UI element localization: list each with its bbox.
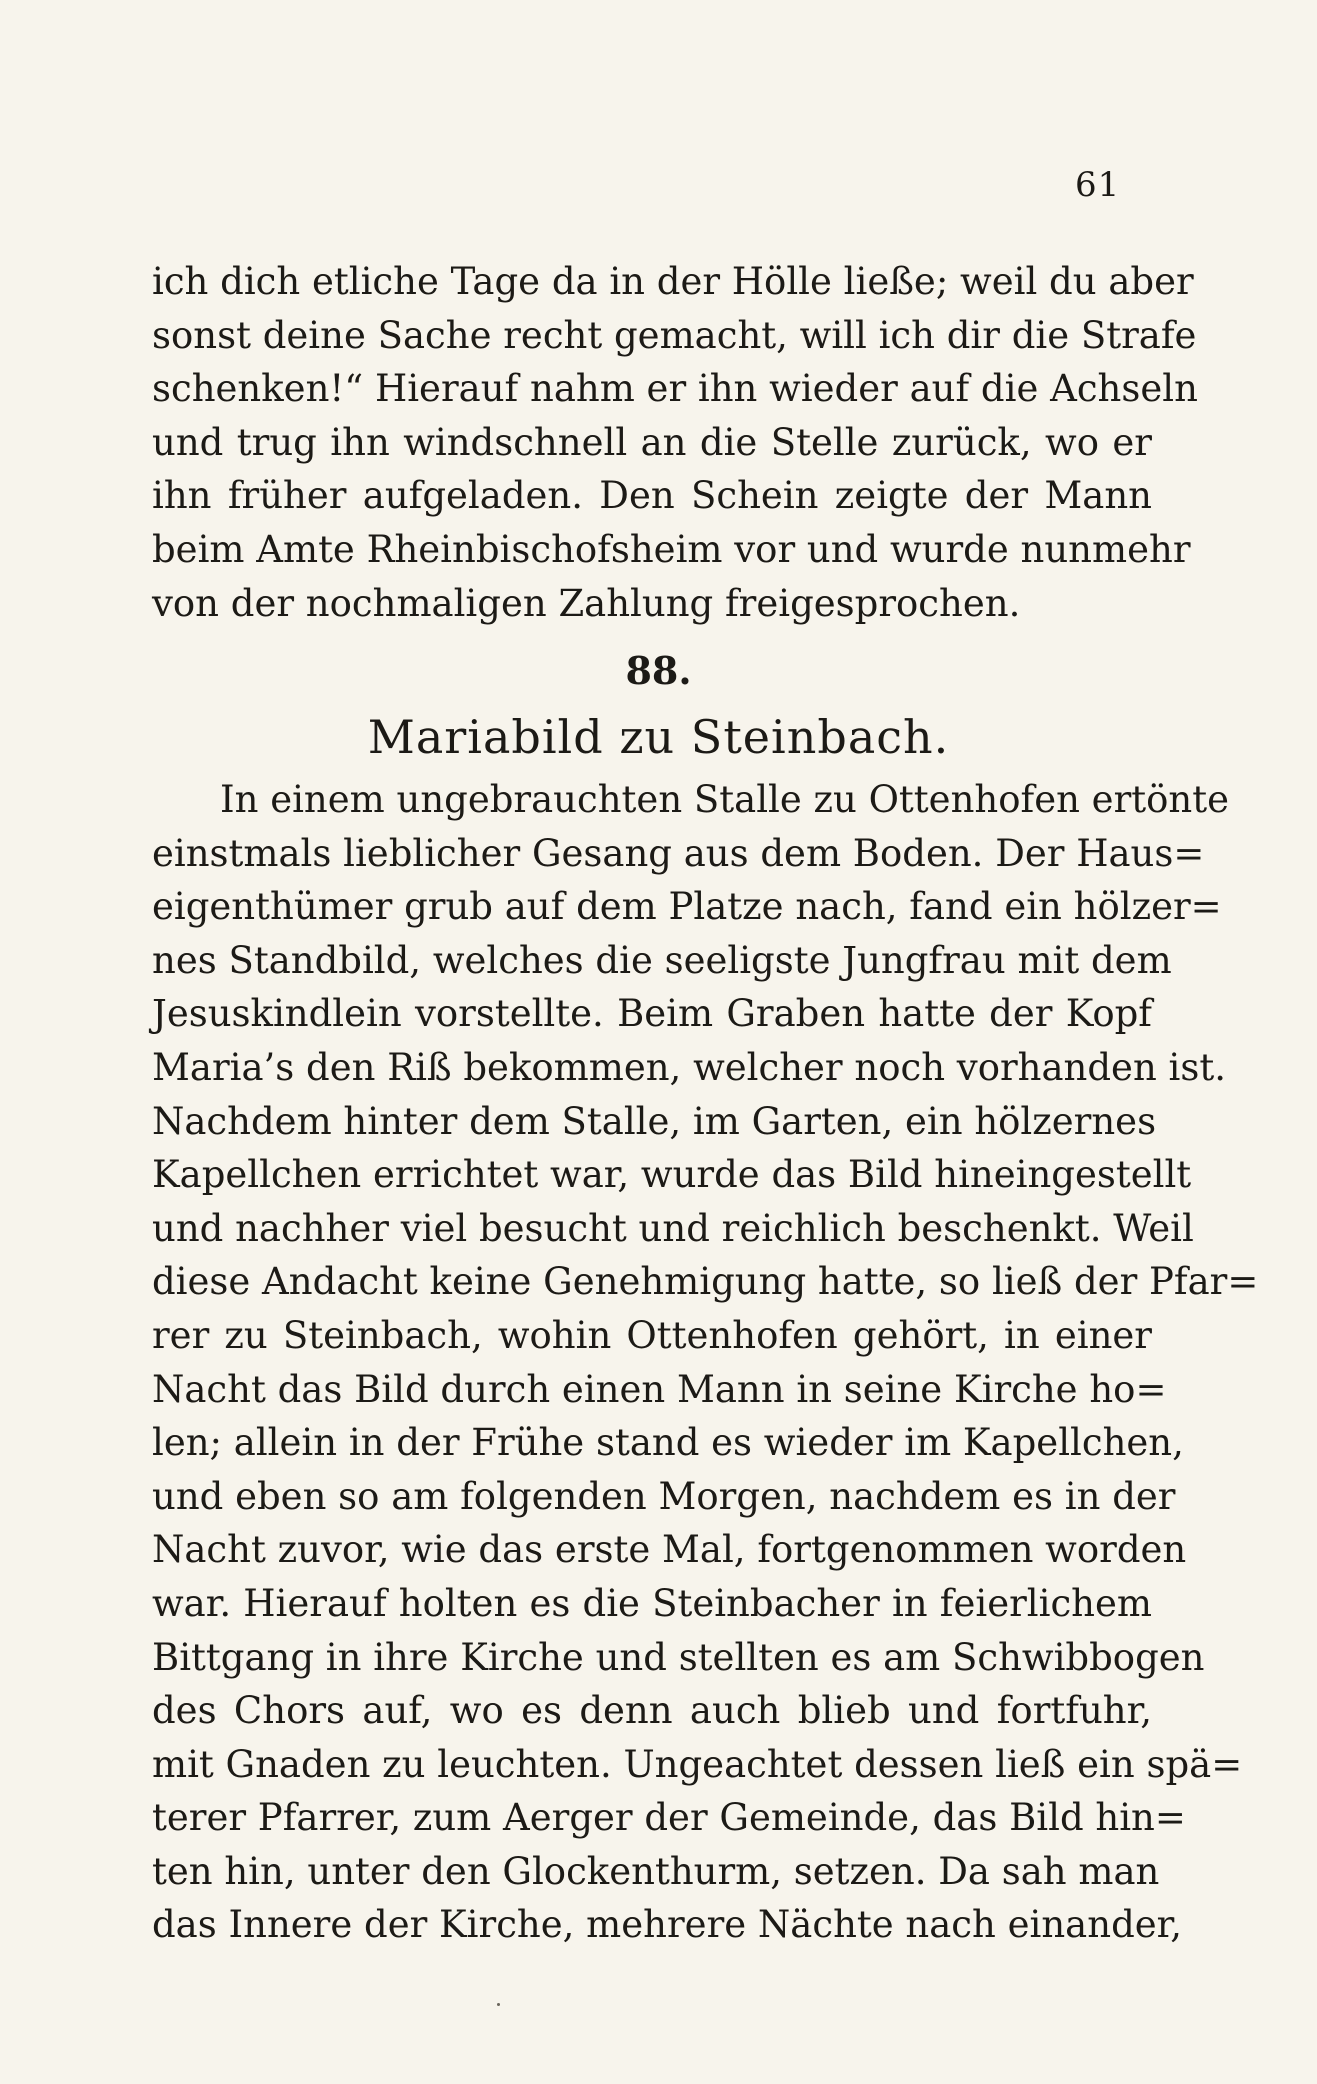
text-line: Nacht zuvor, wie das erste Mal, fortgenommen worden (152, 1528, 1187, 1572)
text-line: eigenthümer grub auf dem Platze nach, fand ein hölzer= (152, 885, 1222, 929)
text-line: von der nochmaligen Zahlung freigesprochen. (152, 581, 1021, 625)
section-number: 88. (625, 648, 692, 693)
text-line: Kapellchen errichtet war, wurde das Bild hineingestellt (152, 1153, 1192, 1197)
text-line: einstmals lieblicher Gesang aus dem Boden. Der Haus= (152, 831, 1205, 875)
text-line: Nacht das Bild durch einen Mann in seine Kirche ho= (152, 1367, 1167, 1411)
text-line: mit Gnaden zu leuchten. Ungeachtet dessen ließ ein spä= (152, 1742, 1243, 1786)
text-line: das Innere der Kirche, mehrere Nächte nach einander, (152, 1903, 1183, 1947)
text-line: nes Standbild, welches die seeligste Jungfrau mit dem (152, 938, 1172, 982)
text-line: des Chors auf, wo es denn auch blieb und fortfuhr, (152, 1689, 1152, 1733)
text-line: ten hin, unter den Glockenthurm, setzen. Da sah man (152, 1849, 1160, 1893)
paragraph-main (152, 773, 1259, 1973)
text-line: und nachher viel besucht und reichlich beschenkt. Weil (152, 1206, 1194, 1250)
text-line: diese Andacht keine Genehmigung hatte, so ließ der Pfar= (152, 1260, 1259, 1304)
text-line: und eben so am folgenden Morgen, nachdem es in der (152, 1474, 1176, 1518)
text-line: terer Pfarrer, zum Aerger der Gemeinde, das Bild hin= (152, 1796, 1186, 1840)
paragraph-continuation (152, 255, 1198, 630)
text-line: beim Amte Rheinbischofsheim vor und wurde nunmehr (152, 527, 1191, 571)
text-line: Nachdem hinter dem Stalle, im Garten, ein hölzernes (152, 1099, 1157, 1143)
text-line: ihn früher aufgeladen. Den Schein zeigte der Mann (152, 474, 1152, 518)
text-line: In einem ungebrauchten Stalle zu Ottenhofen ertönte (220, 778, 1230, 821)
page-number: 61 (1075, 165, 1121, 205)
text-line: sonst deine Sache recht gemacht, will ich dir die Strafe (152, 313, 1197, 357)
text-line: rer zu Steinbach, wohin Ottenhofen gehört, in einer (152, 1313, 1152, 1357)
section-title: Mariabild zu Steinbach. (367, 710, 950, 764)
text-line: war. Hierauf holten es die Steinbacher in feierlichem (152, 1581, 1152, 1625)
text-line: schenken!“ Hierauf nahm er ihn wieder auf die Achseln (152, 367, 1198, 411)
paper-speck (497, 2003, 500, 2006)
text-line: Jesuskindlein vorstellte. Beim Graben hatte der Kopf (152, 992, 1152, 1036)
text-line: ich dich etliche Tage da in der Hölle ließe; weil du aber (152, 260, 1194, 303)
text-line: Bittgang in ihre Kirche und stellten es am Schwibbogen (152, 1635, 1205, 1679)
text-line: Maria’s den Riß bekommen, welcher noch vorhanden ist. (152, 1045, 1226, 1089)
text-line: len; allein in der Frühe stand es wieder im Kapellchen, (152, 1421, 1184, 1465)
text-line: und trug ihn windschnell an die Stelle zurück, wo er (152, 420, 1152, 464)
